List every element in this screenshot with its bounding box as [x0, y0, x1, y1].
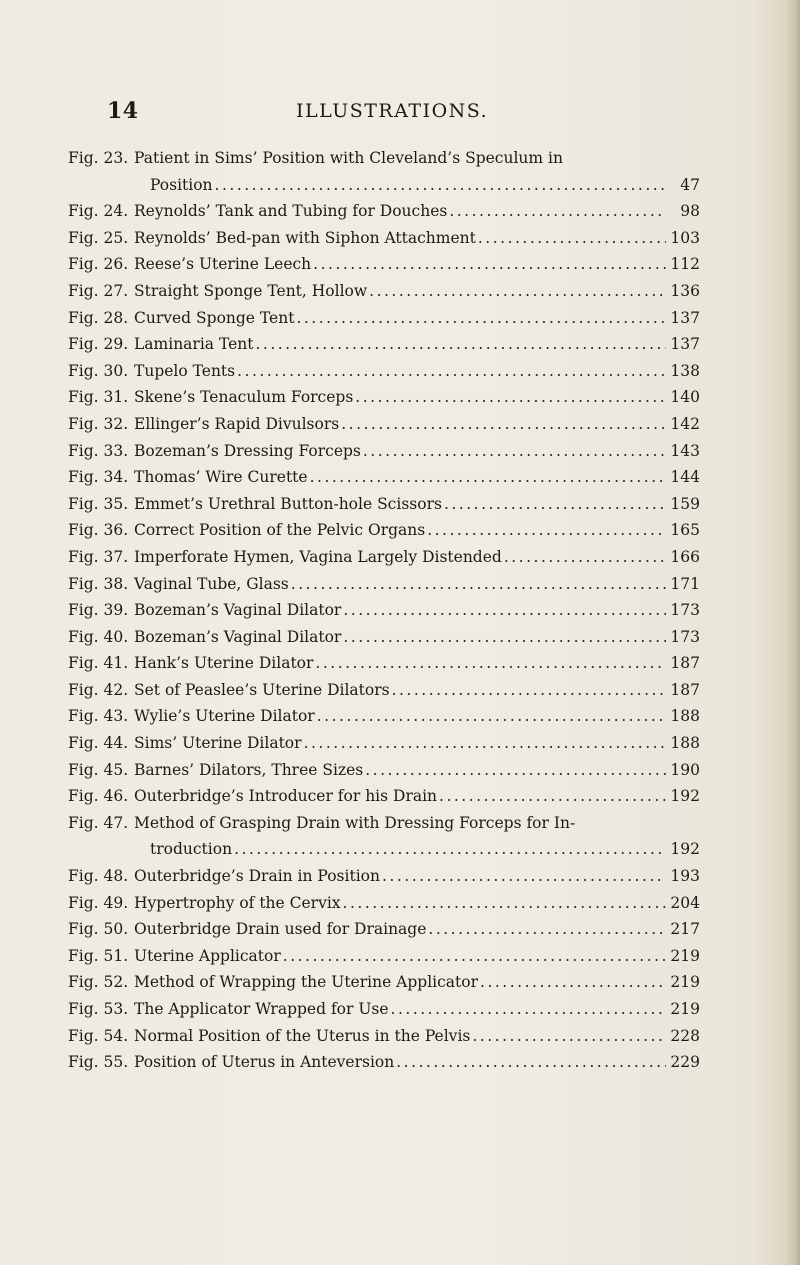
page-reference: 47 [680, 175, 700, 194]
figure-number: Fig. 52. [68, 973, 129, 992]
list-item [68, 517, 700, 544]
figure-number: Fig. 29. [68, 335, 129, 354]
entry-text-line [134, 544, 700, 571]
list-item [68, 730, 700, 757]
page-reference: 144 [670, 468, 700, 487]
figure-number: Fig. 54. [68, 1026, 129, 1045]
list-item-continuation [68, 836, 700, 863]
figure-number: Fig. 35. [68, 494, 129, 513]
dot-leader [427, 517, 666, 544]
dot-leader [396, 1049, 666, 1076]
dot-leader [392, 677, 666, 704]
figure-number: Fig. 34. [68, 468, 129, 487]
entry-text-line [134, 730, 700, 757]
entry-text-line [134, 278, 700, 305]
illustration-title: Patient in Sims’ Position with Cleveland’s Speculum in [134, 149, 563, 167]
figure-number: Fig. 30. [68, 361, 129, 380]
page-reference: 138 [670, 361, 700, 380]
entry-text-line [134, 597, 700, 624]
page-reference: 217 [670, 920, 700, 939]
list-item [68, 411, 700, 438]
list-item [68, 624, 700, 651]
illustration-title: Position of Uterus in Anteversion [134, 1053, 395, 1072]
illustration-title: Uterine Applicator [134, 946, 281, 965]
illustration-title: Curved Sponge Tent [134, 308, 295, 327]
dot-leader [369, 278, 666, 305]
figure-number: Fig. 42. [68, 680, 129, 699]
page-reference: 173 [670, 627, 700, 646]
page-reference: 192 [670, 787, 700, 806]
dot-leader [291, 571, 666, 598]
illustration-title: Normal Position of the Uterus in the Pelvis [134, 1026, 471, 1045]
list-item [68, 491, 700, 518]
list-item [68, 464, 700, 491]
illustration-title: Straight Sponge Tent, Hollow [134, 281, 368, 300]
entry-text-line [134, 890, 700, 917]
list-item [68, 597, 700, 624]
illustration-title: Emmet’s Urethral Button-hole Scissors [134, 494, 442, 513]
illustration-title: Laminaria Tent [134, 335, 254, 354]
figure-number: Fig. 36. [68, 521, 129, 540]
page-reference: 192 [670, 840, 700, 859]
list-item [68, 890, 700, 917]
illustration-title: Tupelo Tents [134, 361, 236, 380]
page-reference: 193 [670, 867, 700, 886]
page-reference: 187 [670, 654, 700, 673]
figure-number: Fig. 37. [68, 547, 129, 566]
entry-text-line [134, 969, 700, 996]
dot-leader [382, 863, 666, 890]
figure-number: Fig. 51. [68, 946, 129, 965]
entry-text-line [134, 225, 700, 252]
page-reference: 187 [670, 680, 700, 699]
page-reference: 137 [670, 308, 700, 327]
illustration-title: Outerbridge’s Drain in Position [134, 867, 380, 886]
page-reference: 219 [670, 946, 700, 965]
page-edge-shadow [786, 0, 800, 1265]
dot-leader [472, 1023, 666, 1050]
figure-number: Fig. 38. [68, 574, 129, 593]
page-reference: 112 [670, 255, 700, 274]
dot-leader [343, 597, 666, 624]
entry-text-line [134, 438, 700, 465]
entry-text-line [134, 943, 700, 970]
list-item [68, 916, 700, 943]
dot-leader [234, 836, 666, 863]
entry-text-line [134, 1049, 700, 1076]
list-item [68, 544, 700, 571]
figure-number: Fig. 45. [68, 760, 129, 779]
dot-leader [428, 916, 666, 943]
entry-text-line [134, 411, 700, 438]
list-item [68, 358, 700, 385]
entry-text-line [134, 677, 700, 704]
dot-leader [304, 730, 666, 757]
page-reference: 229 [670, 1053, 700, 1072]
dot-leader [341, 411, 666, 438]
entry-text-line [134, 571, 700, 598]
dot-leader [439, 783, 666, 810]
figure-number: Fig. 28. [68, 308, 129, 327]
figure-number: Fig. 46. [68, 787, 129, 806]
list-item-continuation [68, 172, 700, 199]
entry-text-line [134, 783, 700, 810]
list-item [68, 1049, 700, 1076]
list-item [68, 703, 700, 730]
illustration-title: Bozeman’s Vaginal Dilator [134, 601, 342, 620]
figure-number: Fig. 48. [68, 867, 129, 886]
dot-leader [363, 438, 666, 465]
dot-leader [215, 172, 666, 199]
list-item [68, 278, 700, 305]
dot-leader [504, 544, 666, 571]
running-head: ILLUSTRATIONS. [296, 100, 489, 122]
illustration-title: Ellinger’s Rapid Divulsors [134, 414, 340, 433]
figure-number: Fig. 31. [68, 388, 129, 407]
list-item [68, 943, 700, 970]
illustration-title: Set of Peaslee’s Uterine Dilators [134, 680, 390, 699]
figure-number: Fig. 50. [68, 920, 129, 939]
figure-number: Fig. 25. [68, 228, 129, 247]
figure-number: Fig. 24. [68, 202, 129, 221]
dot-leader [315, 650, 666, 677]
list-item [68, 225, 700, 252]
entry-text-line [134, 1023, 700, 1050]
page-number: 14 [107, 98, 139, 124]
entry-text-line [134, 331, 700, 358]
entry-text-line [134, 305, 700, 332]
figure-number: Fig. 47. [68, 813, 129, 832]
dot-leader [478, 225, 666, 252]
dot-leader [365, 757, 666, 784]
entry-text-line [134, 810, 700, 837]
list-item [68, 650, 700, 677]
entry-text-line [134, 145, 700, 172]
illustration-title: Reynolds’ Bed-pan with Siphon Attachment [134, 228, 476, 247]
illustration-title: Thomas’ Wire Curette [134, 468, 308, 487]
entry-text-line [134, 863, 700, 890]
list-item [68, 969, 700, 996]
list-item [68, 783, 700, 810]
illustration-title: Outerbridge’s Introducer for his Drain [134, 787, 438, 806]
entry-text-line [134, 384, 700, 411]
illustration-title: Outerbridge Drain used for Drainage [134, 920, 427, 939]
figure-number: Fig. 33. [68, 441, 129, 460]
illustration-title: Reese’s Uterine Leech [134, 255, 312, 274]
dot-leader [317, 703, 666, 730]
dot-leader [355, 384, 666, 411]
entry-text-line [134, 757, 700, 784]
page-header [0, 98, 800, 128]
illustration-title: Reynolds’ Tank and Tubing for Douches [134, 202, 448, 221]
dot-leader [449, 198, 666, 225]
dot-leader [391, 996, 666, 1023]
list-item [68, 145, 700, 172]
page-reference: 219 [670, 1000, 700, 1018]
page-reference: 103 [670, 228, 700, 247]
illustration-title: Hypertrophy of the Cervix [134, 893, 341, 912]
illustration-title: Position [150, 175, 213, 194]
figure-number: Fig. 23. [68, 149, 129, 167]
dot-leader [313, 251, 666, 278]
entry-text-line [134, 251, 700, 278]
illustration-title: Method of Wrapping the Uterine Applicator [134, 973, 479, 992]
figure-number: Fig. 55. [68, 1053, 129, 1072]
entry-text-line [134, 996, 700, 1023]
list-item [68, 305, 700, 332]
page-reference: 136 [670, 281, 700, 300]
figure-number: Fig. 53. [68, 1000, 129, 1018]
list-item [68, 996, 700, 1023]
list-item [68, 198, 700, 225]
page-reference: 98 [680, 202, 700, 221]
entry-text-line [134, 491, 700, 518]
dot-leader [283, 943, 666, 970]
list-item [68, 810, 700, 837]
figure-number: Fig. 41. [68, 654, 129, 673]
illustration-title: Skene’s Tenaculum Forceps [134, 388, 354, 407]
illustration-title: Sims’ Uterine Dilator [134, 734, 302, 753]
list-item [68, 757, 700, 784]
illustration-title: Barnes’ Dilators, Three Sizes [134, 760, 364, 779]
illustration-title: troduction [150, 840, 233, 859]
figure-number: Fig. 40. [68, 627, 129, 646]
figure-number: Fig. 26. [68, 255, 129, 274]
entry-text-line [134, 464, 700, 491]
entry-text-line [134, 198, 700, 225]
illustration-title: Method of Grasping Drain with Dressing Forceps for In- [134, 813, 576, 832]
dot-leader [237, 358, 666, 385]
entry-text-line [134, 358, 700, 385]
page-reference: 165 [670, 521, 700, 540]
dot-leader [444, 491, 666, 518]
page-reference: 190 [670, 760, 700, 779]
illustration-title: Hank’s Uterine Dilator [134, 654, 314, 673]
page-reference: 143 [670, 441, 700, 460]
list-item [68, 251, 700, 278]
page-reference: 159 [670, 494, 700, 513]
figure-number: Fig. 27. [68, 281, 129, 300]
figure-number: Fig. 44. [68, 734, 129, 753]
list-item [68, 1023, 700, 1050]
entry-text-line [150, 172, 700, 199]
figure-number: Fig. 43. [68, 707, 129, 726]
dot-leader [296, 305, 666, 332]
illustration-title: Imperforate Hymen, Vagina Largely Distended [134, 547, 502, 566]
dot-leader [343, 890, 666, 917]
list-item [68, 438, 700, 465]
illustrations-list [68, 145, 700, 1076]
dot-leader [343, 624, 666, 651]
page-reference: 188 [670, 707, 700, 726]
illustration-title: Bozeman’s Dressing Forceps [134, 441, 361, 460]
figure-number: Fig. 32. [68, 414, 129, 433]
list-item [68, 571, 700, 598]
page-reference: 219 [670, 973, 700, 992]
illustration-title: Bozeman’s Vaginal Dilator [134, 627, 342, 646]
dot-leader [310, 464, 666, 491]
entry-text-line [134, 916, 700, 943]
illustration-title: Wylie’s Uterine Dilator [134, 707, 315, 726]
illustration-title: Vaginal Tube, Glass [134, 574, 289, 593]
dot-leader [480, 969, 666, 996]
illustration-title: The Applicator Wrapped for Use [134, 1000, 389, 1018]
page-reference: 140 [670, 388, 700, 407]
entry-text-line [150, 836, 700, 863]
page-reference: 137 [670, 335, 700, 354]
entry-text-line [134, 650, 700, 677]
list-item [68, 331, 700, 358]
page-reference: 228 [670, 1026, 700, 1045]
illustration-title: Correct Position of the Pelvic Organs [134, 521, 426, 540]
entry-text-line [134, 703, 700, 730]
page-reference: 166 [670, 547, 700, 566]
entry-text-line [134, 517, 700, 544]
page-reference: 188 [670, 734, 700, 753]
dot-leader [255, 331, 666, 358]
page-reference: 204 [670, 893, 700, 912]
list-item [68, 384, 700, 411]
figure-number: Fig. 49. [68, 893, 129, 912]
list-item [68, 863, 700, 890]
page-reference: 142 [670, 414, 700, 433]
page-reference: 171 [670, 574, 700, 593]
page-reference: 173 [670, 601, 700, 620]
list-item [68, 677, 700, 704]
entry-text-line [134, 624, 700, 651]
figure-number: Fig. 39. [68, 601, 129, 620]
